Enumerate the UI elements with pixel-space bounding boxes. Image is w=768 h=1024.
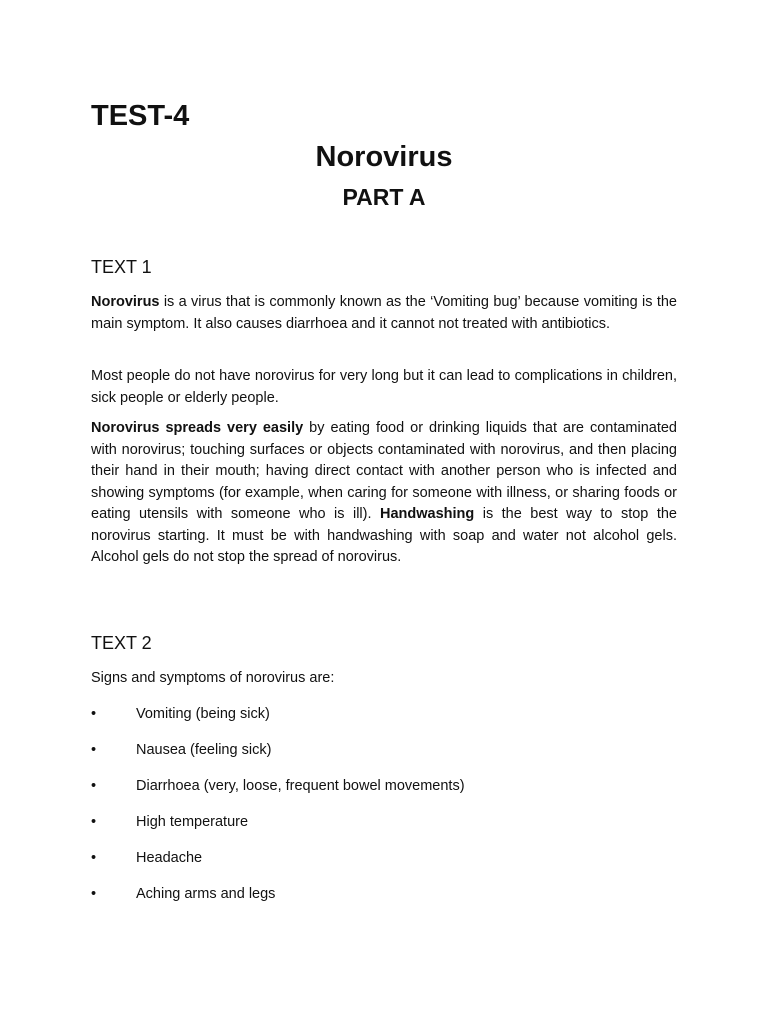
- handwashing-bold: Handwashing: [379, 506, 475, 522]
- list-item: [91, 776, 677, 812]
- part-title: PART A: [342, 184, 426, 210]
- text2-intro: Signs and symptoms of norovirus are:: [91, 670, 335, 686]
- symptom-text: Vomiting (being sick): [136, 706, 270, 722]
- text2-heading: TEXT 2: [91, 633, 152, 653]
- paragraph-3-text-b: is the best way to stop the norovirus starting. It must be with handwashing with soap and water not alcohol gels. Alcohol gels do not stop the spread of norovirus.: [91, 506, 677, 565]
- test-label: TEST-4: [91, 100, 190, 132]
- bullet-icon: •: [91, 814, 97, 830]
- text1-heading: TEXT 1: [91, 257, 152, 277]
- bullet-icon: •: [91, 886, 97, 902]
- list-item: [91, 884, 677, 920]
- text1-paragraph-3: [91, 418, 677, 569]
- bullet-icon: •: [91, 706, 97, 722]
- bullet-icon: •: [91, 742, 97, 758]
- symptom-text: Nausea (feeling sick): [136, 742, 272, 758]
- symptom-text: Headache: [136, 850, 203, 866]
- bullet-icon: •: [91, 850, 97, 866]
- symptom-list: [91, 704, 677, 920]
- paragraph-3-text-a: by eating food or drinking liquids that are contaminated with norovirus; touching surfaces or objects contaminated with norovirus, and then placing their hand in their mouth; having direct contact with another person who is infected and showing symptoms (for example, when caring for someone with illness, or sharing foods or eating utensils with someone who is ill).: [91, 420, 677, 522]
- text1-paragraph-2: Most people do not have norovirus for very long but it can lead to complications in children, sick people or elderly people.: [91, 368, 677, 406]
- list-item: [91, 740, 677, 776]
- spreads-easily-bold: Norovirus spreads very easily: [91, 420, 304, 436]
- list-item: [91, 704, 677, 740]
- text1-paragraph-1: [91, 292, 677, 335]
- norovirus-bold: Norovirus: [91, 294, 160, 310]
- list-item: [91, 812, 677, 848]
- symptom-text: Diarrhoea (very, loose, frequent bowel movements): [136, 778, 465, 794]
- symptom-text: Aching arms and legs: [136, 886, 276, 902]
- page-title: Norovirus: [315, 141, 453, 173]
- bullet-icon: •: [91, 778, 97, 794]
- paragraph-1-text: is a virus that is commonly known as the ‘Vomiting bug’ because vomiting is the main symptom. It also causes diarrhoea and it cannot not treated with antibiotics.: [91, 294, 677, 332]
- list-item: [91, 848, 677, 884]
- symptom-text: High temperature: [136, 814, 249, 830]
